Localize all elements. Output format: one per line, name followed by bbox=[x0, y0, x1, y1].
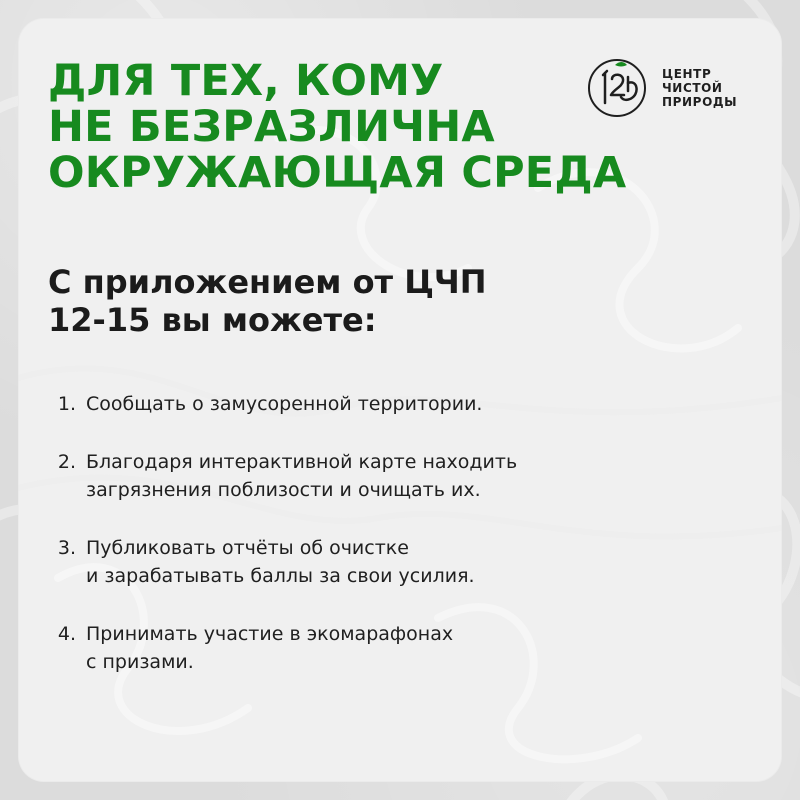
feature-line: Сообщать о замусоренной территории. bbox=[86, 393, 483, 415]
headline-line: НЕ БЕЗРАЗЛИЧНА bbox=[48, 102, 495, 152]
feature-line: Благодаря интерактивной карте находить bbox=[86, 451, 518, 473]
features-list bbox=[56, 390, 746, 706]
feature-text bbox=[86, 448, 746, 504]
logo-line: ЧИСТОЙ bbox=[662, 81, 723, 95]
feature-item bbox=[56, 390, 746, 418]
headline-line: ОКРУЖАЮЩАЯ СРЕДА bbox=[48, 148, 627, 198]
feature-line: Принимать участие в экомарафонах bbox=[86, 623, 454, 645]
feature-number: 4. bbox=[57, 623, 76, 645]
feature-item bbox=[56, 620, 746, 676]
feature-number: 2. bbox=[57, 451, 76, 473]
feature-line: с призами. bbox=[86, 651, 194, 673]
subheadline-line: С приложением от ЦЧП bbox=[48, 263, 487, 301]
feature-number: 3. bbox=[57, 537, 76, 559]
logo-line: ЦЕНТР bbox=[662, 67, 712, 81]
subheadline-line: 12-15 вы можете: bbox=[48, 301, 377, 339]
logo-line: ПРИРОДЫ bbox=[662, 95, 738, 109]
feature-text bbox=[86, 390, 746, 418]
content-card bbox=[18, 18, 782, 782]
feature-line: и зарабатывать баллы за свои усилия. bbox=[86, 565, 475, 587]
feature-number: 1. bbox=[57, 393, 76, 415]
feature-item bbox=[56, 448, 746, 504]
feature-line: загрязнения поблизости и очищать их. bbox=[86, 479, 481, 501]
feature-item bbox=[56, 534, 746, 590]
logo-text bbox=[662, 67, 737, 109]
feature-line: Публиковать отчёты об очистке bbox=[86, 537, 409, 559]
headline bbox=[48, 58, 626, 196]
brand-logo bbox=[584, 48, 774, 128]
headline-line: ДЛЯ ТЕХ, КОМУ bbox=[48, 56, 444, 106]
logo-mark-icon bbox=[584, 55, 650, 121]
subheadline bbox=[48, 263, 487, 339]
feature-text bbox=[86, 620, 746, 676]
feature-text bbox=[86, 534, 746, 590]
